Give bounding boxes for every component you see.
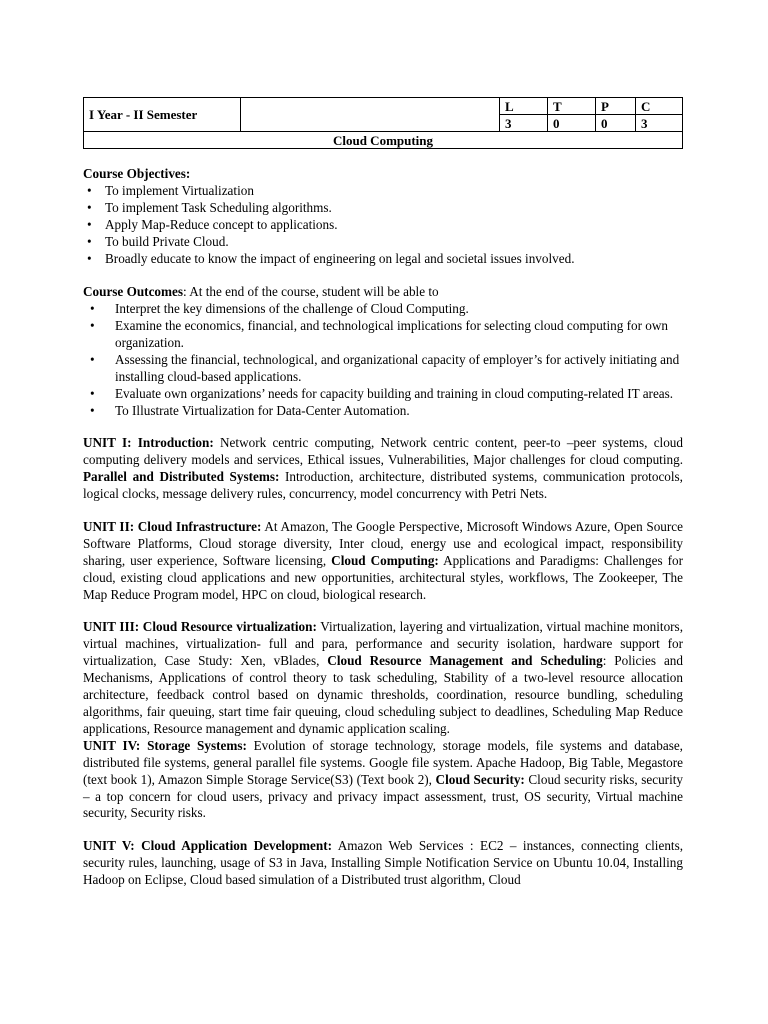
- unit-label: UNIT III: Cloud Resource virtualization:: [83, 619, 317, 635]
- unit-label: UNIT V: Cloud Application Development:: [83, 838, 332, 854]
- ltpc-value-l: 3: [500, 115, 548, 132]
- unit-2: [83, 519, 683, 604]
- unit-text: Amazon Web Services : EC2 – instances, connecting clients, security rules, launching, usage of S3 in Java, Installing Simple Notification Service on Ubuntu 10.04, Installing Hadoop on Eclipse, Cloud based simulation of a Distributed trust algorithm, Cloud: [83, 838, 684, 888]
- unit-5: [83, 838, 683, 889]
- outcomes-section: [83, 283, 683, 420]
- course-title: Cloud Computing: [84, 132, 683, 149]
- blank-cell: [241, 98, 500, 132]
- ltpc-label-l: L: [500, 98, 548, 115]
- list-item: • To build Private Cloud.: [83, 233, 683, 250]
- course-header-table: [83, 97, 683, 149]
- unit-text: Introduction, architecture, distributed systems, communication protocols, logical clocks, message delivery rules, concurrency, model concurrency with Petri Nets.: [83, 469, 683, 502]
- unit-3: [83, 619, 683, 737]
- list-item: • Assessing the financial, technological, and organizational capacity of employer’s for actively initiating and installing cloud-based applications.: [83, 351, 683, 385]
- unit-subheading: Cloud Resource Management and Scheduling: [327, 653, 603, 669]
- ltpc-value-t: 0: [548, 115, 596, 132]
- unit-subheading: Parallel and Distributed Systems:: [83, 469, 280, 485]
- ltpc-value-p: 0: [596, 115, 636, 132]
- list-item: • Apply Map-Reduce concept to applications.: [83, 216, 683, 233]
- unit-text: Network centric computing, Network centric content, peer-to –peer systems, cloud computing delivery models and services, Ethical issues, Vulnerabilities, Major challenges for cloud computing.: [83, 435, 683, 468]
- unit-text: Virtualization, layering and virtualization, virtual machine monitors, virtual machines, virtualization- full and para, performance and security isolation, hardware support for virtualization, Case Study: Xen, vBlades,: [83, 619, 683, 669]
- objectives-section: [83, 165, 683, 268]
- unit-label: UNIT IV: Storage Systems:: [83, 737, 247, 753]
- ltpc-label-c: C: [636, 98, 683, 115]
- unit-subheading: Cloud Security:: [435, 771, 525, 787]
- unit-label: UNIT I: Introduction:: [83, 435, 214, 451]
- unit-subheading: Cloud Computing:: [331, 552, 439, 568]
- unit-text: Cloud security risks, security – a top concern for cloud users, privacy and privacy impact assessment, trust, OS security, Virtual machine security, Security risks.: [83, 771, 683, 821]
- unit-1: [83, 435, 683, 503]
- syllabus-page: [83, 97, 683, 889]
- ltpc-label-t: T: [548, 98, 596, 115]
- list-item: • Broadly educate to know the impact of engineering on legal and societal issues involved.: [83, 250, 683, 267]
- list-item: • To implement Task Scheduling algorithms.: [83, 199, 683, 216]
- list-item: • Examine the economics, financial, and technological implications for selecting cloud computing for own organization.: [83, 317, 683, 351]
- objectives-title: Course Objectives:: [83, 166, 191, 181]
- unit-label: UNIT II: Cloud Infrastructure:: [83, 518, 262, 534]
- unit-text: Applications and Paradigms: Challenges for cloud, existing cloud applications and new opportunities, architectural styles, workflows, The Zookeeper, The Map Reduce Program model, HPC on cloud, biological research.: [83, 552, 683, 602]
- ltpc-value-c: 3: [636, 115, 683, 132]
- list-item: • To Illustrate Virtualization for Data-Center Automation.: [83, 402, 683, 419]
- list-item: • Evaluate own organizations’ needs for capacity building and training in cloud computing-related IT areas.: [83, 385, 683, 402]
- year-semester-cell: I Year - II Semester: [84, 98, 241, 132]
- unit-text: : Policies and Mechanisms, Applications of control theory to task scheduling, Stability of a two-level resource allocation architecture, feedback control based on dynamic thresholds, coordination, resource bundling, scheduling algorithms, fair queuing, start time fair queuing, cloud scheduling subject to deadlines, Scheduling Map Reduce applications, Resource management and dynamic application scaling.: [83, 653, 683, 736]
- list-item: • Interpret the key dimensions of the challenge of Cloud Computing.: [83, 300, 683, 317]
- outcomes-list: [83, 300, 683, 420]
- ltpc-label-p: P: [596, 98, 636, 115]
- outcomes-title: Course Outcomes: [83, 283, 183, 299]
- objectives-list: [83, 182, 683, 267]
- list-item: • To implement Virtualization: [83, 182, 683, 199]
- outcomes-intro: : At the end of the course, student will be able to: [183, 283, 439, 299]
- unit-4: [83, 738, 683, 823]
- unit-text: At Amazon, The Google Perspective, Microsoft Windows Azure, Open Source Software Platforms, Cloud storage diversity, Inter cloud, energy use and ecological impact, responsibility sharing, user experience, Software licensing,: [83, 518, 683, 568]
- outcomes-heading: [83, 283, 683, 300]
- unit-text: Evolution of storage technology, storage models, file systems and database, distributed file systems, general parallel file systems. Google file system. Apache Hadoop, Big Table, Megastore (text book 1), Amazon Simple Storage Service(S3) (Text book 2),: [83, 737, 683, 787]
